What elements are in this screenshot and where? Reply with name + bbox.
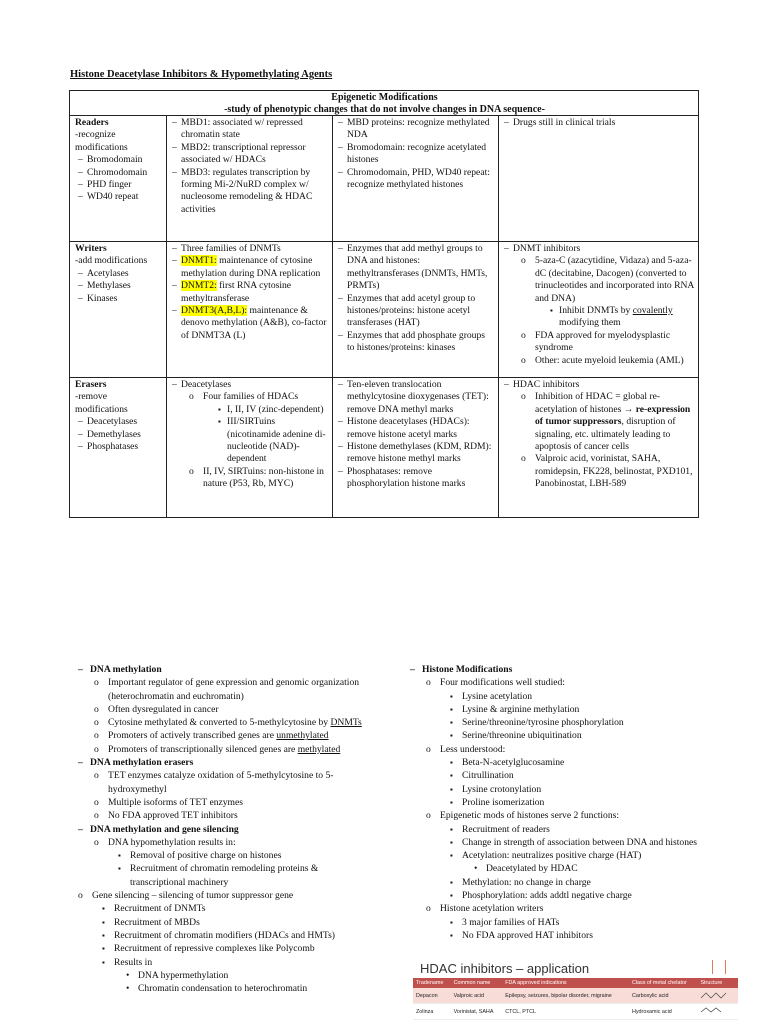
writers-dnmt-cell xyxy=(167,242,333,378)
inhibit-pre: Inhibit DNMTs by xyxy=(559,305,633,317)
inhibition-bold: re-expression of tumor suppressors xyxy=(535,403,691,428)
list-item: ▪ Proline isomerization xyxy=(450,796,708,809)
table-header-line2: -study of phenotypic changes that do not involve changes in DNA sequence- xyxy=(224,103,545,115)
list-item: • Deacetylated by HDAC xyxy=(474,862,708,875)
list-item: • Chromatin condensation to heterochromatin xyxy=(126,982,376,995)
list-item: o Valproic acid, vorinistat, SAHA, romidepsin, FK228, belinostat, PXD101, Panobinostat, LBH-589 xyxy=(521,453,694,490)
deacetylases-label: Deacetylases xyxy=(181,379,232,390)
dna-erasers-heading xyxy=(76,756,376,822)
list-item: ▪ Recruitment of chromatin remodeling proteins & transcriptional machinery xyxy=(118,862,376,889)
list-item: – Methylases xyxy=(78,280,162,292)
results-label: Results in xyxy=(114,956,153,968)
dnmt1-text: maintenance of cytosine methylation during DNA replication xyxy=(181,255,321,279)
serve-label: Epigenetic mods of histones serve 2 functions: xyxy=(440,810,620,822)
list-item xyxy=(504,243,694,367)
list-item: – Demethylases xyxy=(78,429,162,441)
list-item: ▪ Lysine crotonylation xyxy=(450,783,708,796)
slide-col-header: Structure xyxy=(697,978,738,988)
list-item xyxy=(172,280,328,305)
dna-methylation-heading xyxy=(76,663,376,756)
active-pre: Promoters of actively transcribed genes are xyxy=(108,730,277,742)
aza-text: 5-aza-C (azacytidine, Vidaza) and 5-aza-dC (decitabine, Dacogen) (converted to trinucleotides and incorporated into RNA and DNA) xyxy=(535,255,694,304)
writers-drugs-cell xyxy=(499,242,699,378)
list-item xyxy=(450,849,708,876)
table-header-row xyxy=(70,91,699,116)
slide-decoration xyxy=(712,960,726,974)
heading-text: DNA methylation and gene silencing xyxy=(90,823,239,835)
list-item: ▪ Change in strength of association between DNA and histones xyxy=(450,836,708,849)
list-item: ▪ Recruitment of readers xyxy=(450,823,708,836)
list-item: ▪ Recruitment of MBDs xyxy=(102,916,376,929)
table-row xyxy=(413,1004,738,1020)
list-item xyxy=(189,391,328,465)
silenced-pre: Promoters of transcriptionally silenced genes are xyxy=(108,743,298,755)
readers-label-cell xyxy=(70,116,167,242)
list-item: – Drugs still in clinical trials xyxy=(504,117,694,129)
molecule-structure-icon xyxy=(700,990,730,999)
list-item: – Histone deacetylases (HDACs): remove histone acetyl marks xyxy=(338,416,494,441)
document-title: Histone Deacetylase Inhibitors & Hypomethylating Agents xyxy=(70,69,333,80)
table-cell: Depacon xyxy=(413,988,451,1004)
erasers-heading: Erasers xyxy=(75,379,107,390)
list-item: – MBD proteins: recognize methylated NDA xyxy=(338,117,494,142)
list-item: ▪ Citrullination xyxy=(450,769,708,782)
list-item: – Chromodomain, PHD, WD40 repeat: recognize methylated histones xyxy=(338,167,494,192)
list-item xyxy=(521,391,694,453)
list-item: – Enzymes that add acetyl group to histones/proteins: histone acetyl transferases (HAT) xyxy=(338,293,494,330)
list-item: – Phosphatases xyxy=(78,441,162,453)
list-item: – Phosphatases: remove phosphorylation histone marks xyxy=(338,466,494,491)
hypo-label: DNA hypomethylation results in: xyxy=(108,836,236,848)
slide-col-header: Class of metal chelator xyxy=(629,978,697,988)
list-item: o Important regulator of gene expression and genomic organization (heterochromatin and euchromatin) xyxy=(94,676,376,703)
silencing-sub-label: Gene silencing – silencing of tumor suppressor gene xyxy=(92,890,294,902)
list-item: – Histone demethylases (KDM, RDM): remove histone methyl marks xyxy=(338,441,494,466)
list-item: – PHD finger xyxy=(78,179,162,191)
erasers-label-cell xyxy=(70,378,167,518)
list-item: – Kinases xyxy=(78,293,162,305)
slide-col-header: Common name xyxy=(451,978,503,988)
writers-desc: -add modifications xyxy=(75,255,148,267)
list-item xyxy=(550,305,694,330)
erasers-items xyxy=(75,416,162,453)
structure-cell xyxy=(697,1004,738,1020)
slide-table-header xyxy=(413,978,738,988)
dnmt1-label: DNMT1: xyxy=(181,255,217,267)
table-cell: Epilepsy, seizures, bipolar disorder, migraine xyxy=(502,988,629,1004)
active-ul: unmethylated xyxy=(276,730,329,742)
list-item: ▪ Serine/threonine/tyrosine phosphorylation xyxy=(450,716,708,729)
list-item: – Enzymes that add phosphate groups to histones/proteins: kinases xyxy=(338,330,494,355)
list-item xyxy=(102,956,376,996)
inhibition-post: , disruption of signaling, etc. ultimately leading to apoptosis of cancer cells xyxy=(535,416,676,453)
list-item: ▪ Removal of positive charge on histones xyxy=(118,849,376,862)
list-item: o Often dysregulated in cancer xyxy=(94,703,376,716)
list-item: – Chromodomain xyxy=(78,167,162,179)
erasers-hdac-cell xyxy=(167,378,333,518)
right-notes xyxy=(408,663,708,942)
table-cell: Carboxylic acid xyxy=(629,988,697,1004)
readers-function-cell xyxy=(333,116,499,242)
list-item: – MBD1: associated w/ repressed chromatin state xyxy=(172,117,328,142)
table-row xyxy=(413,988,738,1004)
list-item: o II, IV, SIRTuins: non-histone in nature (P53, Rb, MYC) xyxy=(189,466,328,491)
list-item: – MBD3: regulates transcription by forming Mi-2/NuRD complex w/ nucleosome remodeling & HDAC activities xyxy=(172,167,328,217)
erasers-row xyxy=(70,378,699,518)
readers-desc: -recognize modifications xyxy=(75,129,128,153)
erasers-drugs-cell xyxy=(499,378,699,518)
list-item: o Multiple isoforms of TET enzymes xyxy=(94,796,376,809)
list-item: – MBD2: transcriptional repressor associated w/ HDACs xyxy=(172,142,328,167)
list-item: o No FDA approved TET inhibitors xyxy=(94,809,376,822)
silenced-ul: methylated xyxy=(297,743,341,755)
list-item: – Bromodomain: recognize acetylated histones xyxy=(338,142,494,167)
list-item xyxy=(94,716,376,729)
readers-items xyxy=(75,154,162,204)
list-item: – Three families of DNMTs xyxy=(172,243,328,255)
readers-heading: Readers xyxy=(75,117,109,128)
heading-text: DNA methylation erasers xyxy=(90,757,194,769)
epigenetic-table xyxy=(69,90,699,518)
list-item: ▪ Serine/threonine ubiquitination xyxy=(450,729,708,742)
list-item: ▪ Recruitment of repressive complexes like Polycomb xyxy=(102,942,376,955)
list-item: o TET enzymes catalyze oxidation of 5-methylcytosine to 5-hydroxymethyl xyxy=(94,769,376,796)
list-item: ▪ Lysine & arginine methylation xyxy=(450,703,708,716)
table-cell: Hydroxamic acid xyxy=(629,1004,697,1020)
cytosine-pre: Cytosine methylated & converted to 5-methylcytosine by xyxy=(108,717,331,729)
histone-modifications-heading xyxy=(408,663,708,942)
dnmt3-label: DNMT3(A,B,L): xyxy=(181,305,248,317)
list-item xyxy=(426,743,708,809)
table-cell: Zolinza xyxy=(413,1004,451,1020)
list-item: – Acetylases xyxy=(78,268,162,280)
table-header-line1: Epigenetic Modifications xyxy=(331,92,438,103)
inhibition-pre: Inhibition of HDAC = global re-acetylation of histones → xyxy=(535,391,661,415)
hdac-families-label: Four families of HDACs xyxy=(203,391,299,403)
list-item: ▪ Beta-N-acetylglucosamine xyxy=(450,756,708,769)
writers-heading: Writers xyxy=(75,243,107,254)
erasers-enzymes-cell xyxy=(333,378,499,518)
slide-col-header: Tradename xyxy=(413,978,451,988)
writers-label-cell xyxy=(70,242,167,378)
acetylation-label: Acetylation: neutralizes positive charge (HAT) xyxy=(462,850,642,862)
list-item: – Bromodomain xyxy=(78,154,162,166)
hdac-slide xyxy=(410,960,740,1024)
heading-text: DNA methylation xyxy=(90,664,162,675)
dnmt2-text: first RNA cytosine methyltransferase xyxy=(181,280,292,304)
list-item xyxy=(94,729,376,742)
list-item: ▪ Lysine acetylation xyxy=(450,690,708,703)
list-item xyxy=(504,379,694,491)
table-cell: Valproic acid xyxy=(451,988,503,1004)
list-item: ▪ Phosphorylation: adds addtl negative charge xyxy=(450,889,708,902)
readers-row xyxy=(70,116,699,242)
table-cell: Vorinistat, SAHA xyxy=(451,1004,503,1020)
inhibit-post: modifying them xyxy=(559,317,621,329)
list-item xyxy=(521,255,694,329)
list-item xyxy=(172,379,328,491)
readers-drugs-cell xyxy=(499,116,699,242)
list-item: – Ten-eleven translocation methylcytosine dioxygenases (TET): remove DNA methyl marks xyxy=(338,379,494,416)
list-item: – Enzymes that add methyl groups to DNA and histones: methyltransferases (DNMTs, HMTs, PRMTs) xyxy=(338,243,494,293)
heading-text: Histone Modifications xyxy=(422,664,513,675)
list-item xyxy=(172,305,328,342)
list-item: ▪ No FDA approved HAT inhibitors xyxy=(450,929,708,942)
readers-mbd-cell xyxy=(167,116,333,242)
erasers-desc: -remove modifications xyxy=(75,391,128,415)
cytosine-ul: DNMTs xyxy=(330,717,362,729)
list-item: – WD40 repeat xyxy=(78,191,162,203)
list-item xyxy=(94,743,376,756)
list-item xyxy=(426,809,708,902)
list-item xyxy=(426,902,708,942)
dnmt-inhibitors-label: DNMT inhibitors xyxy=(513,243,581,254)
list-item xyxy=(78,889,376,995)
dnmt3-text: maintenance & denovo methylation (A&B), co-factor of DNMT3A (L) xyxy=(181,305,327,341)
gene-silencing-heading xyxy=(76,823,376,889)
hdac-inhibitors-label: HDAC inhibitors xyxy=(513,379,580,390)
molecule-structure-icon xyxy=(700,1006,730,1015)
four-label: Four modifications well studied: xyxy=(440,677,565,689)
list-item: • DNA hypermethylation xyxy=(126,969,376,982)
table-header xyxy=(70,91,699,116)
inhibit-ul: covalently xyxy=(632,305,673,317)
list-item xyxy=(94,836,376,889)
slide-table xyxy=(413,978,738,1020)
dnmt2-label: DNMT2: xyxy=(181,280,217,292)
writers-items xyxy=(75,268,162,305)
left-notes xyxy=(76,663,376,995)
writers-enzymes-cell xyxy=(333,242,499,378)
list-item: ▪ Recruitment of chromatin modifiers (HDACs and HMTs) xyxy=(102,929,376,942)
list-item: o Other: acute myeloid leukemia (AML) xyxy=(521,355,694,367)
table-cell: CTCL, PTCL xyxy=(502,1004,629,1020)
list-item: – Deacetylases xyxy=(78,416,162,428)
list-item xyxy=(426,676,708,742)
slide-title: HDAC inhibitors – application xyxy=(420,961,590,976)
list-item: ▪ I, II, IV (zinc-dependent) xyxy=(218,404,328,416)
less-label: Less understood: xyxy=(440,743,506,755)
structure-cell xyxy=(697,988,738,1004)
writers-label: Histone acetylation writers xyxy=(440,903,544,915)
list-item: o FDA approved for myelodysplastic syndrome xyxy=(521,330,694,355)
list-item: ▪ III/SIRTuins (nicotinamide adenine di-nucleotide (NAD)-dependent xyxy=(218,416,328,466)
list-item: ▪ Methylation: no change in charge xyxy=(450,876,708,889)
list-item xyxy=(172,255,328,280)
list-item: ▪ 3 major families of HATs xyxy=(450,916,708,929)
list-item: ▪ Recruitment of DNMTs xyxy=(102,902,376,915)
slide-col-header: FDA approved indications xyxy=(502,978,629,988)
writers-row xyxy=(70,242,699,378)
